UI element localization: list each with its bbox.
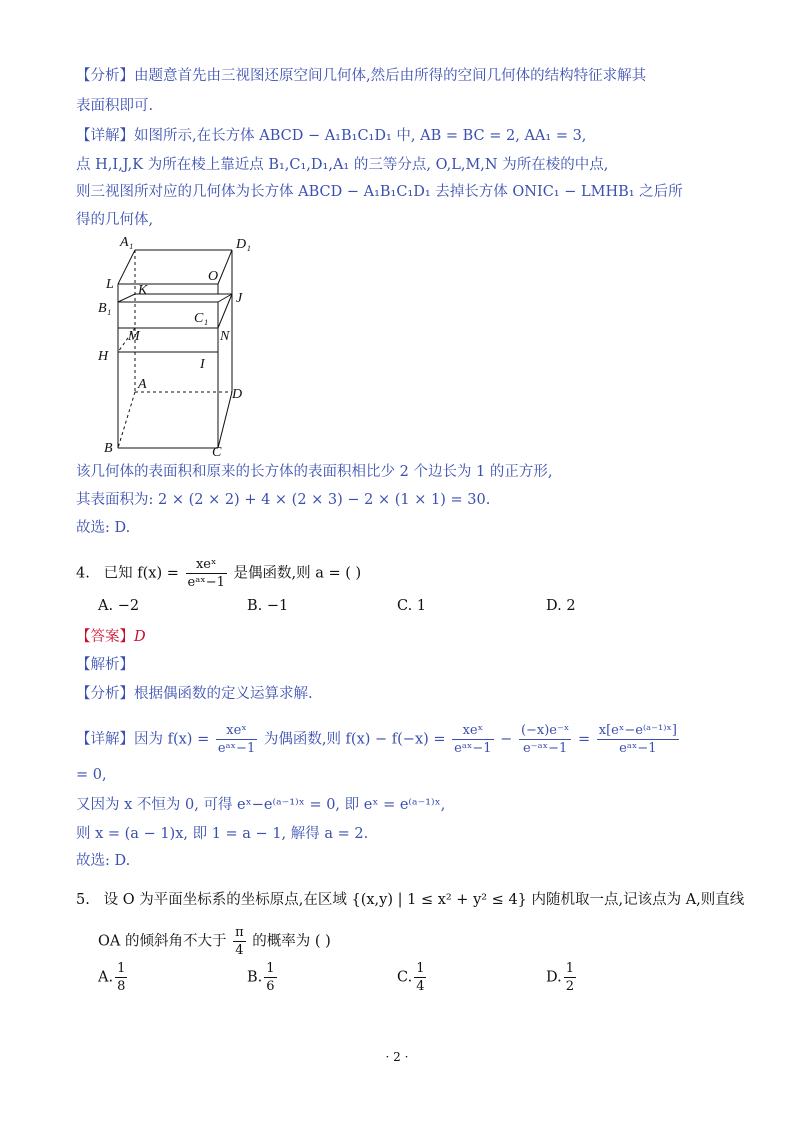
detail-line-1	[76, 126, 586, 146]
q4-frac-num: xeˣ	[186, 558, 227, 574]
q4-number: 4.	[76, 565, 90, 582]
edge-j-n	[218, 294, 232, 328]
q5-stem-frac: $\frac{\pi}{4}$	[235, 925, 244, 958]
q4-stem-post: 是偶函数,则 a = ( )	[233, 565, 362, 582]
q5-option-d[interactable]: D. $\frac{1}{2}$	[546, 961, 574, 994]
label-O: O	[208, 269, 219, 284]
edge-c-d	[218, 392, 232, 448]
q4-option-c[interactable]: C. 1	[397, 598, 427, 614]
q4-frac-den: eᵃˣ−1	[187, 575, 225, 590]
page-number: · 2 ·	[385, 1050, 409, 1064]
detail-line-3: 则三视图所对应的几何体为长方体 ABCD − A₁B₁C₁D₁ 去掉长方体 ONIC₁ − LMHB₁ 之后所	[76, 184, 683, 200]
cuboid-diagram	[90, 232, 270, 464]
edge-k-b1	[118, 294, 135, 302]
label-J: J	[236, 291, 243, 306]
analysis-text: 根据偶函数的定义运算求解.	[134, 686, 313, 702]
q4-fraction	[186, 558, 227, 589]
q5-stem-line-2: OA 的倾斜角不大于 $\frac{\pi}{4}$ 的概率为 ( )	[98, 925, 331, 958]
label-D: D	[232, 387, 243, 402]
hidden-edge-a-b	[118, 392, 135, 448]
q4-detail-line-3: 又因为 x 不恒为 0, 可得 eˣ−e⁽ᵃ⁻¹⁾ˣ = 0, 即 eˣ = e⁽ᵃ⁻¹⁾ˣ,	[76, 797, 446, 813]
analysis-tag: 【分析】	[76, 68, 134, 84]
q5-number: 5.	[76, 892, 90, 908]
q4-stem-pre: 已知 f(x) =	[103, 565, 179, 582]
q4-option-b[interactable]: B. −1	[247, 598, 289, 614]
analysis-tag: 【分析】	[76, 686, 134, 702]
edge-a1-l	[118, 250, 135, 284]
answer-tag: 【答案】	[76, 629, 134, 645]
answer-value: D	[134, 629, 146, 645]
q4-detail-line-2: = 0,	[76, 767, 107, 783]
q5-stem-line-1	[76, 890, 744, 910]
q4-detail-line-1: 【详解】因为 f(x) = $\frac{\text{xeˣ}}{\text{eᵃˣ−1}}$ 为偶函数,则 f(x) − f(−x) = $\frac{\text{xeˣ}}{\text{eᵃˣ−1}}$ − $\frac{\text{(−x)e⁻ˣ}}{\text{e⁻ᵃˣ−1}}$ = $\frac{\text{x[eˣ−e⁽ᵃ⁻¹⁾ˣ]}}{\text{eᵃˣ−1}}$	[76, 723, 677, 756]
detail-tag: 【详解】	[76, 731, 134, 748]
q5-option-b[interactable]: B. $\frac{1}{6}$	[247, 961, 275, 994]
label-K: K	[138, 283, 148, 298]
label-C1: C₁	[194, 311, 209, 326]
detail-line-2: 点 H,I,J,K 为所在棱上靠近点 B₁,C₁,D₁,A₁ 的三等分点, O,L,M,N 为所在棱的中点,	[76, 157, 609, 173]
q4-answer	[76, 627, 146, 647]
detail-line-4: 得的几何体,	[76, 212, 154, 228]
q4-stem	[76, 558, 361, 589]
q4-analysis	[76, 684, 313, 704]
label-A: A	[138, 377, 147, 392]
label-M: M	[128, 329, 140, 344]
analysis-line-2: 表面积即可.	[76, 98, 154, 114]
detail-tag: 【详解】	[76, 128, 134, 144]
label-D1: D₁	[236, 237, 251, 252]
q4-detail-frac-3: $\frac{\text{x[eˣ−e⁽ᵃ⁻¹⁾ˣ]}}{\text{eᵃˣ−1}}$	[598, 723, 677, 756]
q4-option-a[interactable]: A. −2	[98, 598, 140, 614]
detail-text: 如图所示,在长方体 ABCD − A₁B₁C₁D₁ 中, AB = BC = 2, AA₁ = 3,	[134, 128, 587, 144]
q4-jiexi: 【解析】	[76, 657, 134, 673]
label-H: H	[98, 349, 109, 364]
label-C: C	[212, 445, 222, 460]
q4-option-d[interactable]: D. 2	[546, 598, 576, 614]
label-A1: A₁	[120, 235, 134, 250]
analysis-line-1	[76, 66, 646, 86]
label-B1: B₁	[98, 301, 112, 316]
q4-detail-line-4: 则 x = (a − 1)x, 即 1 = a − 1, 解得 a = 2.	[76, 826, 369, 842]
label-B: B	[104, 441, 113, 456]
q4-detail-frac-1: $\frac{\text{xeˣ}}{\text{eᵃˣ−1}}$	[217, 723, 256, 756]
q4-detail-frac-2: $\frac{\text{(−x)e⁻ˣ}}{\text{e⁻ᵃˣ−1}}$	[520, 723, 570, 756]
label-I: I	[200, 357, 205, 372]
choice-line: 故选: D.	[76, 520, 131, 536]
surface-calc: 其表面积为: 2 × (2 × 2) + 4 × (2 × 3) − 2 × (1 × 1) = 30.	[76, 492, 491, 508]
analysis-text: 由题意首先由三视图还原空间几何体,然后由所得的空间几何体的结构特征求解其	[134, 68, 647, 84]
q4-detail-frac-1b: $\frac{\text{xeˣ}}{\text{eᵃˣ−1}}$	[454, 723, 492, 756]
surface-note: 该几何体的表面积和原来的长方体的表面积相比少 2 个边长为 1 的正方形,	[76, 464, 553, 480]
q5-option-a[interactable]: A. $\frac{1}{8}$	[98, 961, 126, 994]
label-L: L	[106, 277, 114, 292]
label-N: N	[220, 329, 230, 344]
q5-option-c[interactable]: C. $\frac{1}{4}$	[397, 961, 425, 994]
q5-stem-text: 设 O 为平面坐标系的坐标原点,在区域 {(x,y) | 1 ≤ x² + y² ≤ 4} 内随机取一点,记该点为 A,则直线	[103, 892, 745, 908]
edge-d1-o	[218, 250, 232, 284]
q4-detail-line-5: 故选: D.	[76, 853, 131, 869]
